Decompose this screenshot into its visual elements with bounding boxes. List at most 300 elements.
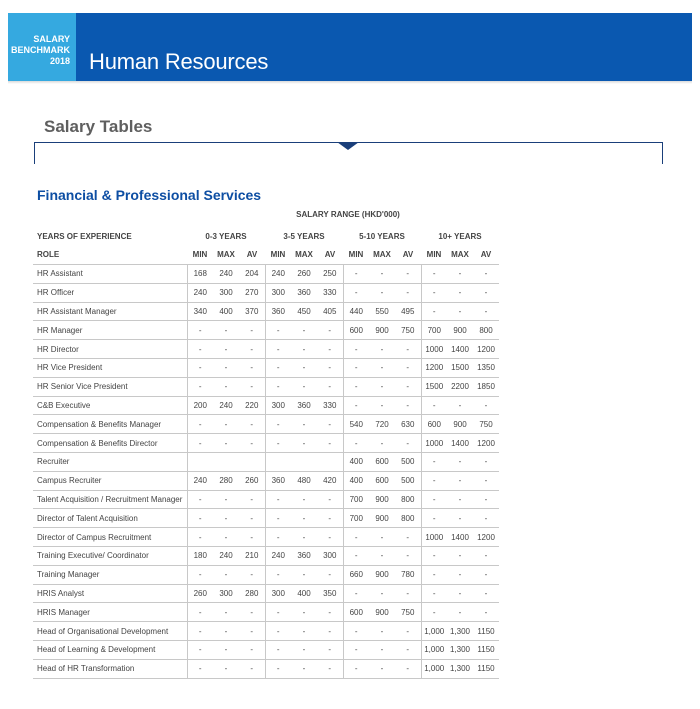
value-cell [317, 453, 343, 472]
table-row [33, 641, 499, 660]
table-row [33, 471, 499, 490]
value-cell: - [343, 659, 369, 678]
value-cell: 180 [187, 547, 213, 566]
table-row [33, 622, 499, 641]
value-cell: - [265, 340, 291, 359]
value-cell: - [473, 509, 499, 528]
value-cell: - [213, 659, 239, 678]
value-cell: - [187, 603, 213, 622]
value-cell: 1000 [421, 434, 447, 453]
value-cell: 550 [369, 302, 395, 321]
value-cell: - [291, 359, 317, 378]
value-cell: 440 [343, 302, 369, 321]
value-cell: - [473, 471, 499, 490]
value-cell: - [187, 622, 213, 641]
value-cell [213, 453, 239, 472]
badge-line-2: BENCHMARK [11, 45, 70, 55]
col-max: MAX [291, 246, 317, 265]
value-cell: 700 [343, 509, 369, 528]
value-cell: - [291, 641, 317, 660]
value-cell: - [317, 565, 343, 584]
value-cell: 900 [369, 603, 395, 622]
value-cell: - [447, 453, 473, 472]
value-cell: - [343, 265, 369, 284]
value-cell: - [213, 528, 239, 547]
role-cell: Director of Campus Recruitment [33, 528, 187, 547]
value-cell: 900 [369, 321, 395, 340]
value-cell: - [265, 622, 291, 641]
table-row [33, 453, 499, 472]
value-cell: - [265, 641, 291, 660]
value-cell: 240 [265, 265, 291, 284]
value-cell: 1500 [447, 359, 473, 378]
value-cell: - [421, 471, 447, 490]
value-cell: - [239, 359, 265, 378]
col-av: AV [395, 246, 421, 265]
value-cell: 1150 [473, 641, 499, 660]
value-cell: - [473, 603, 499, 622]
value-cell: - [343, 528, 369, 547]
value-cell: 700 [343, 490, 369, 509]
value-cell: - [239, 622, 265, 641]
role-cell: HRIS Analyst [33, 584, 187, 603]
value-cell: 360 [291, 396, 317, 415]
role-cell: HR Assistant [33, 265, 187, 284]
value-cell: - [291, 415, 317, 434]
value-cell: 420 [317, 471, 343, 490]
table-row [33, 396, 499, 415]
value-cell: - [187, 377, 213, 396]
col-max: MAX [447, 246, 473, 265]
value-cell: 260 [239, 471, 265, 490]
value-cell: 540 [343, 415, 369, 434]
value-cell: 204 [239, 265, 265, 284]
value-cell: - [343, 434, 369, 453]
col-min: MIN [421, 246, 447, 265]
value-cell: - [473, 490, 499, 509]
value-cell: - [395, 528, 421, 547]
value-cell: - [213, 622, 239, 641]
role-cell: Campus Recruiter [33, 471, 187, 490]
role-header: ROLE [33, 246, 187, 265]
value-cell: 1500 [421, 377, 447, 396]
value-cell: - [265, 509, 291, 528]
value-cell: - [265, 565, 291, 584]
value-cell: - [213, 641, 239, 660]
value-cell: 1,300 [447, 659, 473, 678]
value-cell: - [213, 490, 239, 509]
value-cell: 360 [291, 283, 317, 302]
value-cell: - [317, 359, 343, 378]
value-cell: - [213, 603, 239, 622]
value-cell: - [421, 490, 447, 509]
value-cell: 600 [421, 415, 447, 434]
value-cell: 500 [395, 453, 421, 472]
column-header-row [33, 246, 499, 265]
value-cell: - [473, 283, 499, 302]
value-cell: - [187, 641, 213, 660]
salary-range-label: SALARY RANGE (HKD'000) [296, 210, 400, 219]
value-cell: 300 [265, 584, 291, 603]
value-cell: - [395, 641, 421, 660]
value-cell: - [395, 265, 421, 284]
value-cell: 900 [369, 509, 395, 528]
value-cell: 750 [395, 603, 421, 622]
value-cell: 210 [239, 547, 265, 566]
value-cell: - [421, 265, 447, 284]
badge-line-1: SALARY [33, 34, 70, 44]
value-cell: 900 [447, 321, 473, 340]
col-min: MIN [187, 246, 213, 265]
value-cell: 240 [213, 396, 239, 415]
value-cell: 630 [395, 415, 421, 434]
value-cell: - [343, 547, 369, 566]
value-cell: - [447, 396, 473, 415]
value-cell: - [187, 509, 213, 528]
header-shadow [8, 81, 692, 84]
value-cell: - [369, 283, 395, 302]
table-row [33, 509, 499, 528]
value-cell: - [369, 377, 395, 396]
value-cell: 1850 [473, 377, 499, 396]
badge-line-3: 2018 [49, 56, 70, 66]
value-cell: - [317, 490, 343, 509]
value-cell: - [291, 509, 317, 528]
value-cell: 1,000 [421, 622, 447, 641]
value-cell: 500 [395, 471, 421, 490]
group-5-10-years: 5-10 YEARS [359, 231, 405, 241]
group-0-3-years: 0-3 YEARS [205, 231, 247, 241]
group-3-5-years: 3-5 YEARS [283, 231, 325, 241]
value-cell: 900 [369, 565, 395, 584]
table-row [33, 565, 499, 584]
value-cell: - [447, 603, 473, 622]
table-row [33, 340, 499, 359]
value-cell: - [187, 434, 213, 453]
value-cell: 700 [421, 321, 447, 340]
group-10-plus-years: 10+ YEARS [438, 231, 482, 241]
value-cell: - [369, 622, 395, 641]
value-cell: - [447, 490, 473, 509]
value-cell: 300 [265, 396, 291, 415]
value-cell: - [369, 641, 395, 660]
value-cell: - [239, 434, 265, 453]
value-cell: 660 [343, 565, 369, 584]
value-cell: - [447, 584, 473, 603]
value-cell: 250 [317, 265, 343, 284]
value-cell: - [473, 565, 499, 584]
value-cell: 1200 [473, 528, 499, 547]
value-cell: - [447, 302, 473, 321]
value-cell: - [369, 265, 395, 284]
value-cell [291, 453, 317, 472]
value-cell: - [421, 283, 447, 302]
value-cell: 340 [187, 302, 213, 321]
value-cell: - [291, 659, 317, 678]
value-cell: - [317, 321, 343, 340]
value-cell: - [213, 509, 239, 528]
value-cell: 800 [395, 509, 421, 528]
value-cell: - [265, 377, 291, 396]
value-cell: 1200 [473, 340, 499, 359]
table-row [33, 659, 499, 678]
table-row [33, 415, 499, 434]
value-cell: - [343, 622, 369, 641]
value-cell: - [291, 565, 317, 584]
value-cell: - [187, 415, 213, 434]
value-cell: - [265, 603, 291, 622]
value-cell: - [213, 359, 239, 378]
table-row [33, 283, 499, 302]
value-cell: - [239, 528, 265, 547]
value-cell: 360 [291, 547, 317, 566]
role-cell: HR Assistant Manager [33, 302, 187, 321]
role-cell: HR Vice President [33, 359, 187, 378]
table-row [33, 528, 499, 547]
role-cell: Training Executive/ Coordinator [33, 547, 187, 566]
table-row [33, 265, 499, 284]
value-cell: - [265, 490, 291, 509]
value-cell: - [447, 265, 473, 284]
section-arrow-icon [337, 142, 359, 150]
value-cell: - [265, 359, 291, 378]
value-cell: - [317, 528, 343, 547]
value-cell: 800 [395, 490, 421, 509]
value-cell: - [421, 453, 447, 472]
value-cell: 168 [187, 265, 213, 284]
value-cell [239, 453, 265, 472]
value-cell: - [317, 641, 343, 660]
value-cell: - [239, 377, 265, 396]
value-cell: 300 [317, 547, 343, 566]
col-max: MAX [213, 246, 239, 265]
value-cell: - [187, 565, 213, 584]
value-cell: - [239, 659, 265, 678]
value-cell: 900 [369, 490, 395, 509]
value-cell: - [291, 340, 317, 359]
value-cell: 240 [213, 265, 239, 284]
value-cell: - [421, 302, 447, 321]
role-cell: Talent Acquisition / Recruitment Manager [33, 490, 187, 509]
value-cell: 360 [265, 302, 291, 321]
table-row [33, 302, 499, 321]
value-cell: - [421, 565, 447, 584]
value-cell: - [369, 434, 395, 453]
value-cell: 260 [187, 584, 213, 603]
value-cell: - [265, 434, 291, 453]
role-cell: HRIS Manager [33, 603, 187, 622]
value-cell: 405 [317, 302, 343, 321]
value-cell: - [187, 321, 213, 340]
value-cell: - [369, 528, 395, 547]
value-cell: 400 [343, 453, 369, 472]
value-cell: - [447, 471, 473, 490]
value-cell: - [473, 584, 499, 603]
value-cell: - [473, 547, 499, 566]
value-cell: - [395, 434, 421, 453]
salary-benchmark-badge [8, 13, 76, 81]
value-cell: - [369, 547, 395, 566]
value-cell: 300 [265, 283, 291, 302]
value-cell: - [187, 340, 213, 359]
value-cell: - [343, 641, 369, 660]
table-row [33, 377, 499, 396]
value-cell: - [395, 584, 421, 603]
experience-label: YEARS OF EXPERIENCE [37, 231, 132, 241]
value-cell: 600 [343, 603, 369, 622]
role-cell: Compensation & Benefits Manager [33, 415, 187, 434]
value-cell: 780 [395, 565, 421, 584]
value-cell: - [291, 622, 317, 641]
value-cell: - [213, 321, 239, 340]
value-cell: - [317, 377, 343, 396]
value-cell: 280 [239, 584, 265, 603]
value-cell: 1,300 [447, 641, 473, 660]
table-row [33, 547, 499, 566]
value-cell: 1000 [421, 528, 447, 547]
value-cell: 400 [291, 584, 317, 603]
value-cell: 600 [369, 453, 395, 472]
value-cell: - [317, 622, 343, 641]
value-cell: - [213, 340, 239, 359]
value-cell: - [395, 359, 421, 378]
value-cell: - [213, 434, 239, 453]
value-cell: - [343, 340, 369, 359]
table-row [33, 603, 499, 622]
value-cell: 1400 [447, 528, 473, 547]
col-av: AV [317, 246, 343, 265]
value-cell: 300 [213, 584, 239, 603]
value-cell: - [317, 415, 343, 434]
value-cell: - [473, 453, 499, 472]
value-cell: - [239, 340, 265, 359]
value-cell: - [395, 396, 421, 415]
role-cell: Director of Talent Acquisition [33, 509, 187, 528]
section-title: Salary Tables [44, 117, 153, 136]
table-row [33, 490, 499, 509]
col-min: MIN [343, 246, 369, 265]
value-cell: - [239, 415, 265, 434]
value-cell: 330 [317, 396, 343, 415]
value-cell: 220 [239, 396, 265, 415]
value-cell: - [239, 565, 265, 584]
value-cell: - [265, 528, 291, 547]
value-cell: 370 [239, 302, 265, 321]
value-cell: 240 [187, 471, 213, 490]
role-cell: Compensation & Benefits Director [33, 434, 187, 453]
value-cell: 1,300 [447, 622, 473, 641]
value-cell: 720 [369, 415, 395, 434]
role-cell: HR Manager [33, 321, 187, 340]
value-cell: 900 [447, 415, 473, 434]
value-cell: 600 [369, 471, 395, 490]
value-cell: 600 [343, 321, 369, 340]
value-cell: - [395, 659, 421, 678]
value-cell: - [343, 584, 369, 603]
salary-rows [33, 265, 499, 679]
value-cell: - [239, 603, 265, 622]
value-cell: 240 [265, 547, 291, 566]
value-cell: 260 [291, 265, 317, 284]
value-cell: - [369, 359, 395, 378]
value-cell: - [395, 377, 421, 396]
value-cell: 1350 [473, 359, 499, 378]
col-av: AV [239, 246, 265, 265]
value-cell: - [187, 490, 213, 509]
role-cell: HR Director [33, 340, 187, 359]
value-cell: - [239, 641, 265, 660]
value-cell: - [395, 622, 421, 641]
value-cell: - [291, 377, 317, 396]
value-cell: 1400 [447, 434, 473, 453]
value-cell: - [317, 603, 343, 622]
value-cell: 750 [395, 321, 421, 340]
value-cell: - [317, 509, 343, 528]
value-cell: - [447, 509, 473, 528]
table-row [33, 434, 499, 453]
value-cell: 240 [187, 283, 213, 302]
value-cell: - [213, 377, 239, 396]
value-cell: - [187, 659, 213, 678]
value-cell: 330 [317, 283, 343, 302]
value-cell: 800 [473, 321, 499, 340]
value-cell: 400 [213, 302, 239, 321]
value-cell: - [213, 565, 239, 584]
col-min: MIN [265, 246, 291, 265]
value-cell: 350 [317, 584, 343, 603]
page-title: Human Resources [89, 49, 269, 74]
value-cell: 1150 [473, 659, 499, 678]
value-cell: 1,000 [421, 659, 447, 678]
value-cell: - [421, 584, 447, 603]
table-row [33, 321, 499, 340]
role-cell: Training Manager [33, 565, 187, 584]
value-cell: - [291, 603, 317, 622]
experience-header-row [33, 227, 499, 246]
value-cell: - [343, 377, 369, 396]
role-cell: HR Officer [33, 283, 187, 302]
value-cell: - [343, 396, 369, 415]
value-cell: - [265, 659, 291, 678]
value-cell: - [421, 396, 447, 415]
value-cell: - [447, 565, 473, 584]
value-cell: - [265, 321, 291, 340]
value-cell [187, 453, 213, 472]
value-cell: - [187, 359, 213, 378]
value-cell: 200 [187, 396, 213, 415]
role-cell: Recruiter [33, 453, 187, 472]
table-row [33, 584, 499, 603]
value-cell: 1150 [473, 622, 499, 641]
value-cell: - [239, 321, 265, 340]
value-cell: 495 [395, 302, 421, 321]
value-cell: 1000 [421, 340, 447, 359]
value-cell: - [369, 396, 395, 415]
value-cell: 300 [213, 283, 239, 302]
value-cell: - [317, 434, 343, 453]
value-cell: 450 [291, 302, 317, 321]
table-row [33, 359, 499, 378]
value-cell: 280 [213, 471, 239, 490]
value-cell: - [317, 340, 343, 359]
value-cell: - [473, 265, 499, 284]
value-cell: 1200 [473, 434, 499, 453]
value-cell: - [291, 321, 317, 340]
role-cell: Head of HR Transformation [33, 659, 187, 678]
value-cell [265, 453, 291, 472]
salary-table [33, 227, 499, 679]
value-cell: - [343, 283, 369, 302]
